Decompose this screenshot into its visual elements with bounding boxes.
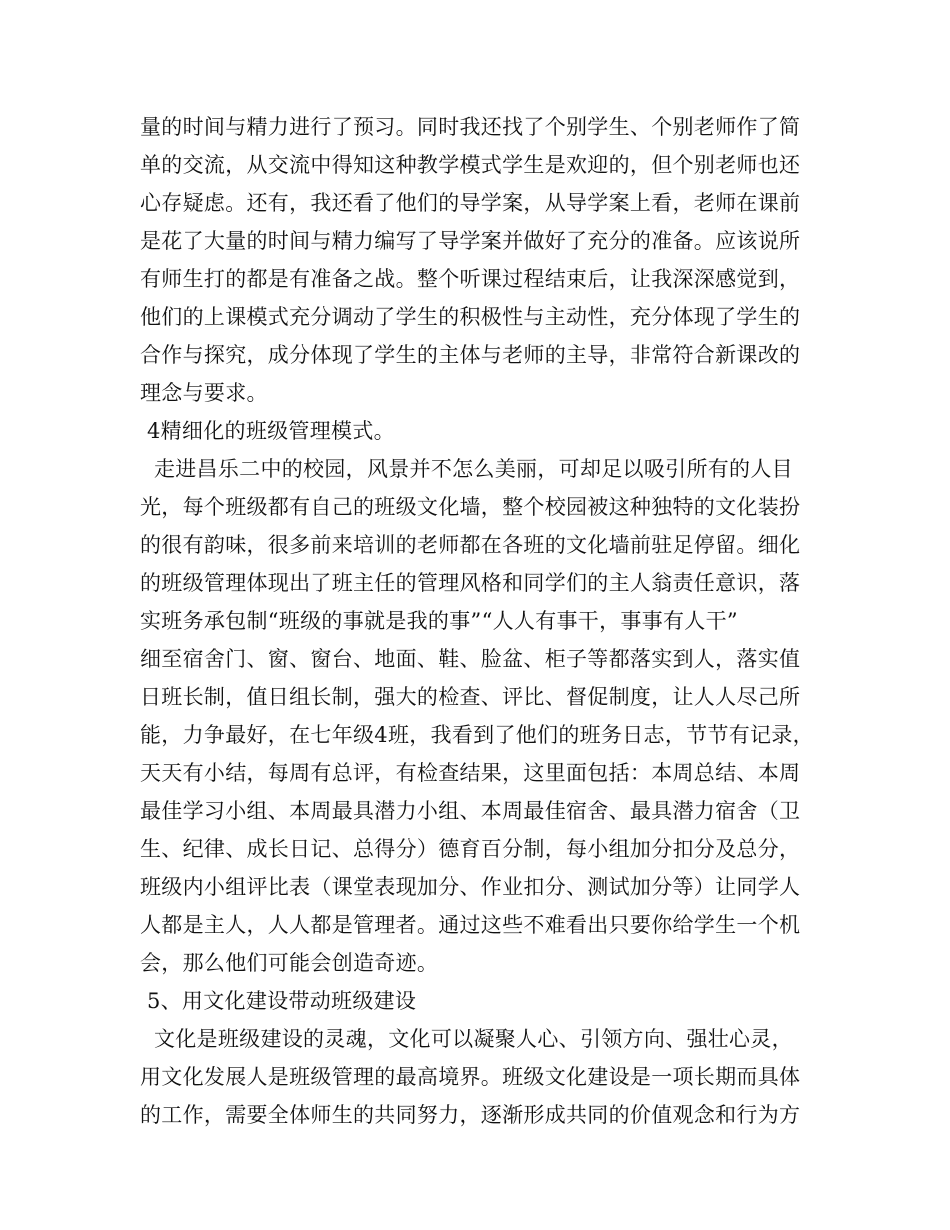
text-line: 单的交流，从交流中得知这种教学模式学生是欢迎的，但个别老师也还 — [140, 153, 801, 177]
text-line: 班级内小组评比表（课堂表现加分、作业扣分、测试加分等）让同学人 — [140, 875, 801, 899]
text-line: 最佳学习小组、本周最具潜力小组、本周最佳宿舍、最具潜力宿舍（卫 — [140, 799, 801, 823]
text-line: 用文化发展人是班级管理的最高境界。班级文化建设是一项长期而具体 — [140, 1065, 801, 1089]
text-line: 生、纪律、成长日记、总得分）德育百分制，每小组加分扣分及总分， — [140, 837, 801, 861]
text-line: 量的时间与精力进行了预习。同时我还找了个别学生、个别老师作了简 — [140, 115, 801, 139]
text-line: 有师生打的都是有准备之战。整个听课过程结束后，让我深深感觉到， — [140, 267, 801, 291]
text-line: 光，每个班级都有自己的班级文化墙，整个校园被这种独特的文化装扮 — [140, 495, 801, 519]
text-line: 的很有韵味，很多前来培训的老师都在各班的文化墙前驻足停留。细化 — [140, 533, 801, 557]
text-line: 能，力争最好，在七年级4班，我看到了他们的班务日志，节节有记录， — [140, 723, 814, 747]
text-line: 天天有小结，每周有总评，有检查结果，这里面包括：本周总结、本周 — [140, 761, 801, 785]
text-line: 的班级管理体现出了班主任的管理风格和同学们的主人翁责任意识，落 — [140, 571, 801, 595]
section-heading: 4精细化的班级管理模式。 — [140, 419, 395, 443]
body-text — [140, 108, 830, 1134]
text-line: 理念与要求。 — [140, 381, 268, 405]
text-line: 文化是班级建设的灵魂，文化可以凝聚人心、引领方向、强壮心灵， — [140, 1027, 793, 1051]
text-line: 的工作，需要全体师生的共同努力，逐渐形成共同的价值观念和行为方 — [140, 1103, 801, 1127]
text-line: 实班务承包制“班级的事就是我的事”“人人有事干，事事有人干” — [140, 609, 738, 633]
text-line: 他们的上课模式充分调动了学生的积极性与主动性，充分体现了学生的 — [140, 305, 801, 329]
text-line: 是花了大量的时间与精力编写了导学案并做好了充分的准备。应该说所 — [140, 229, 801, 253]
text-line: 心存疑虑。还有，我还看了他们的导学案，从导学案上看，老师在课前 — [140, 191, 801, 215]
text-line: 细至宿舍门、窗、窗台、地面、鞋、脸盆、柜子等都落实到人，落实值 — [140, 647, 801, 671]
section-heading: 5、用文化建设带动班级建设 — [140, 989, 417, 1013]
text-line: 合作与探究，成分体现了学生的主体与老师的主导，非常符合新课改的 — [140, 343, 801, 367]
text-line: 人都是主人，人人都是管理者。通过这些不难看出只要你给学生一个机 — [140, 913, 801, 937]
text-line: 会，那么他们可能会创造奇迹。 — [140, 951, 439, 975]
text-line: 日班长制，值日组长制，强大的检查、评比、督促制度，让人人尽己所 — [140, 685, 801, 709]
text-line: 走进昌乐二中的校园，风景并不怎么美丽，可却足以吸引所有的人目 — [140, 457, 793, 481]
